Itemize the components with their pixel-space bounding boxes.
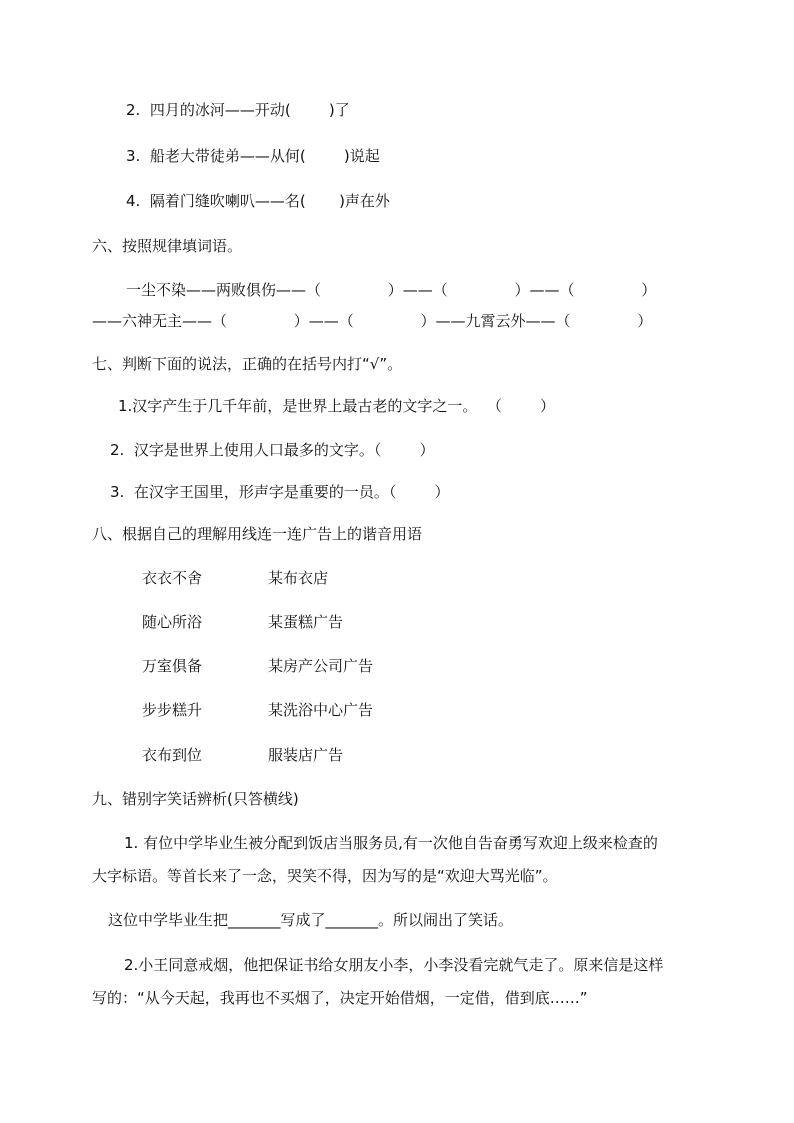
pattern-line: ——六神无主——（ ）——（ ）——九霄云外——（ ） (92, 312, 653, 330)
pun-phrase: 随心所浴 (142, 613, 203, 631)
judgement-item: 1.汉字产生于几千年前，是世界上最古老的文字之一。 （ ） (118, 397, 555, 415)
ad-category: 某房产公司广告 (268, 657, 374, 675)
judgement-item: 3. 在汉字王国里，形声字是重要的一员。（ ） (110, 483, 450, 501)
pattern-line: 一尘不染——两败俱伤——（ ）——（ ）——（ ） (126, 281, 657, 299)
paragraph-line: 1. 有位中学毕业生被分配到饭店当服务员,有一次他自告奋勇写欢迎上级来检查的 (124, 834, 658, 852)
ad-category: 某布衣店 (268, 569, 329, 587)
section-heading: 七、判断下面的说法，正确的在括号内打“√”。 (92, 355, 403, 373)
question-item: 3. 船老大带徒弟——从何( )说起 (126, 147, 380, 165)
paragraph-line: 2.小王同意戒烟，他把保证书给女朋友小李，小李没看完就气走了。原来信是这样 (124, 956, 664, 974)
pun-phrase: 衣布到位 (142, 746, 203, 764)
ad-category: 服装店广告 (268, 746, 344, 764)
section-heading: 八、根据自己的理解用线连一连广告上的谐音用语 (92, 525, 423, 543)
ad-category: 某洗浴中心广告 (268, 701, 374, 719)
section-heading: 九、错别字笑话辨析(只答横线) (92, 790, 299, 808)
section-heading: 六、按照规律填词语。 (92, 237, 243, 255)
paragraph-line: 大字标语。等首长来了一念，哭笑不得，因为写的是“欢迎大骂光临”。 (92, 867, 558, 885)
judgement-item: 2. 汉字是世界上使用人口最多的文字。（ ） (110, 441, 435, 459)
question-item: 2. 四月的冰河——开动( )了 (126, 101, 350, 119)
paragraph-line: 写的：“从今天起，我再也不买烟了，决定开始借烟，一定借，借到底……” (92, 989, 588, 1007)
ad-category: 某蛋糕广告 (268, 613, 344, 631)
pun-phrase: 衣衣不舍 (142, 569, 203, 587)
pun-phrase: 步步糕升 (142, 701, 203, 719)
question-item: 4. 隔着门缝吹喇叭——名( )声在外 (126, 192, 390, 210)
fill-blank-line: 这位中学毕业生把_______写成了_______。所以闹出了笑话。 (108, 911, 514, 929)
pun-phrase: 万室俱备 (142, 657, 203, 675)
